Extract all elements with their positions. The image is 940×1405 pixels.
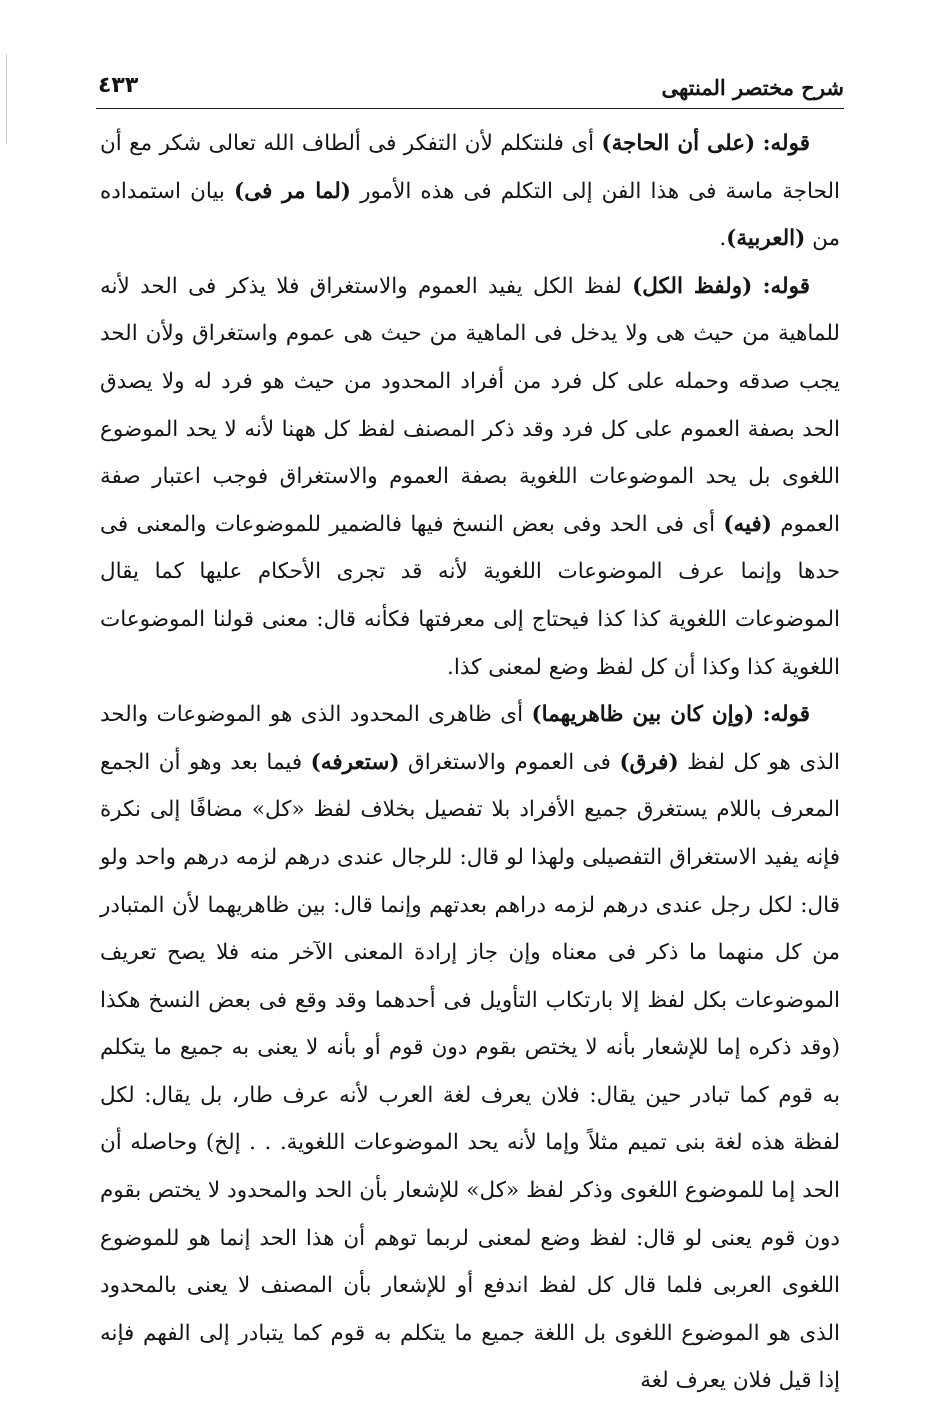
- running-title: شرح مختصر المنتهى: [661, 75, 844, 100]
- paragraph-lead: قوله:: [762, 273, 810, 299]
- quoted-phrase: (وإن كان بين ظاهريهما): [531, 702, 755, 728]
- paragraph-text: بيان استمداده من: [100, 178, 840, 252]
- paragraph-text: أى ظاهرى المحدود الذى هو الموضوعات والحد الذى هو كل لفظ: [100, 702, 840, 775]
- paragraph-text: أى فى الحد وفى بعض النسخ فيها فالضمير للموضوعات والمعنى فى حدها وإنما عرف الموضوعات اللغوية لأنه قد تجرى الأحكام عليها كما يقال الموضوعات اللغوية كذا كذا فيحتاج إلى معرفتها فكأنه قال: معنى قولنا الموضوعات اللغوية كذا وكذا أن كل لفظ وضع لمعنى كذا.: [100, 511, 840, 680]
- paragraph-2: [100, 263, 840, 691]
- quoted-phrase: (ولفظ الكل): [632, 273, 753, 299]
- paragraph-text: أى فلنتكلم لأن التفكر فى ألطاف الله تعالى شكر مع أن الحاجة ماسة فى هذا الفن إلى التكلم فى هذه الأمور: [100, 131, 840, 204]
- paragraph-text: .: [719, 226, 727, 252]
- paragraph-3: [100, 691, 840, 1405]
- quoted-phrase: (فرق): [619, 749, 679, 775]
- quoted-phrase: (على أن الحاجة): [601, 131, 756, 156]
- paragraph-lead: قوله:: [762, 131, 810, 156]
- quoted-phrase: (ستعرفه): [310, 749, 400, 775]
- header-rule: [96, 108, 844, 109]
- quoted-phrase: (العربية): [726, 226, 806, 252]
- paragraph-text: فيما بعد وهو أن الجمع المعرف باللام يستغرق جميع الأفراد بلا تفصيل بخلاف لفظ «كل» مضافًا إلى نكرة فإنه يفيد الاستغراق التفصيلى ولهذا لو قال: للرجال عندى درهم لزمه درهم واحد ولو قال: لكل رجل عندى درهم لزمه دراهم بعدتهم وإنما قال: بين ظاهريهما لأن المتبادر من كل منهما ما ذكر فى معناه وإن جاز إرادة المعنى الآخر منه فلا يصح تعريف الموضوعات بكل لفظ إلا بارتكاب التأويل فى أحدهما وقد وقع فى بعض النسخ هكذا (وقد ذكره إما للإشعار بأنه لا يختص بقوم دون قوم أو بأنه لا يعنى به جميع ما يتكلم به قوم كما تبادر حين يقال: فلان يعرف لغة العرب لأنه عرف طار، بل يقال: لكل لفظة هذه لغة بنى تميم مثلاً وإما لأنه يحد الموضوعات اللغوية. . . إلخ) وحاصله أن الحد إما للموضوع اللغوى وذكر لفظ «كل» للإشعار بأن الحد والمحدود لا يختص بقوم دون قوم يعنى لو قال: لفظ وضع لمعنى لربما توهم أن هذا الحد إنما هو للموضوع اللغوى العربى فلما قال كل لفظ اندفع أو للإشعار بأن المصنف لا يعنى بالمحدود الذى هو الموضوع اللغوى بل اللغة جميع ما يتكلم به قوم كما يتبادر إلى الفهم فإنه إذا قيل فلان يعرف لغة: [100, 749, 840, 1394]
- paragraph-1: [100, 120, 840, 263]
- page-number: ٤٣٣: [98, 73, 139, 98]
- quoted-phrase: (لما مر فى): [234, 178, 351, 204]
- page-header: [96, 66, 844, 106]
- paragraph-text: فى العموم والاستغراق: [399, 749, 620, 775]
- paragraph-lead: قوله:: [762, 702, 810, 728]
- page-body: [100, 120, 840, 1394]
- paragraph-text: لفظ الكل يفيد العموم والاستغراق فلا يذكر فى الحد لأنه للماهية من حيث هى ولا يدخل فى الماهية من حيث هى عموم واستغراق ولأن الحد يجب صدقه وحمله على كل فرد من أفراد المحدود من حيث هو فرد له ولا يصدق الحد بصفة العموم على كل فرد وقد ذكر المصنف لفظ كل ههنا لأنه لا يحد الموضوع اللغوى بل يحد الموضوعات اللغوية بصفة العموم والاستغراق فوجب اعتبار صفة العموم: [100, 273, 840, 537]
- quoted-phrase: (فيه): [723, 511, 772, 537]
- scan-margin-mark: [6, 54, 7, 144]
